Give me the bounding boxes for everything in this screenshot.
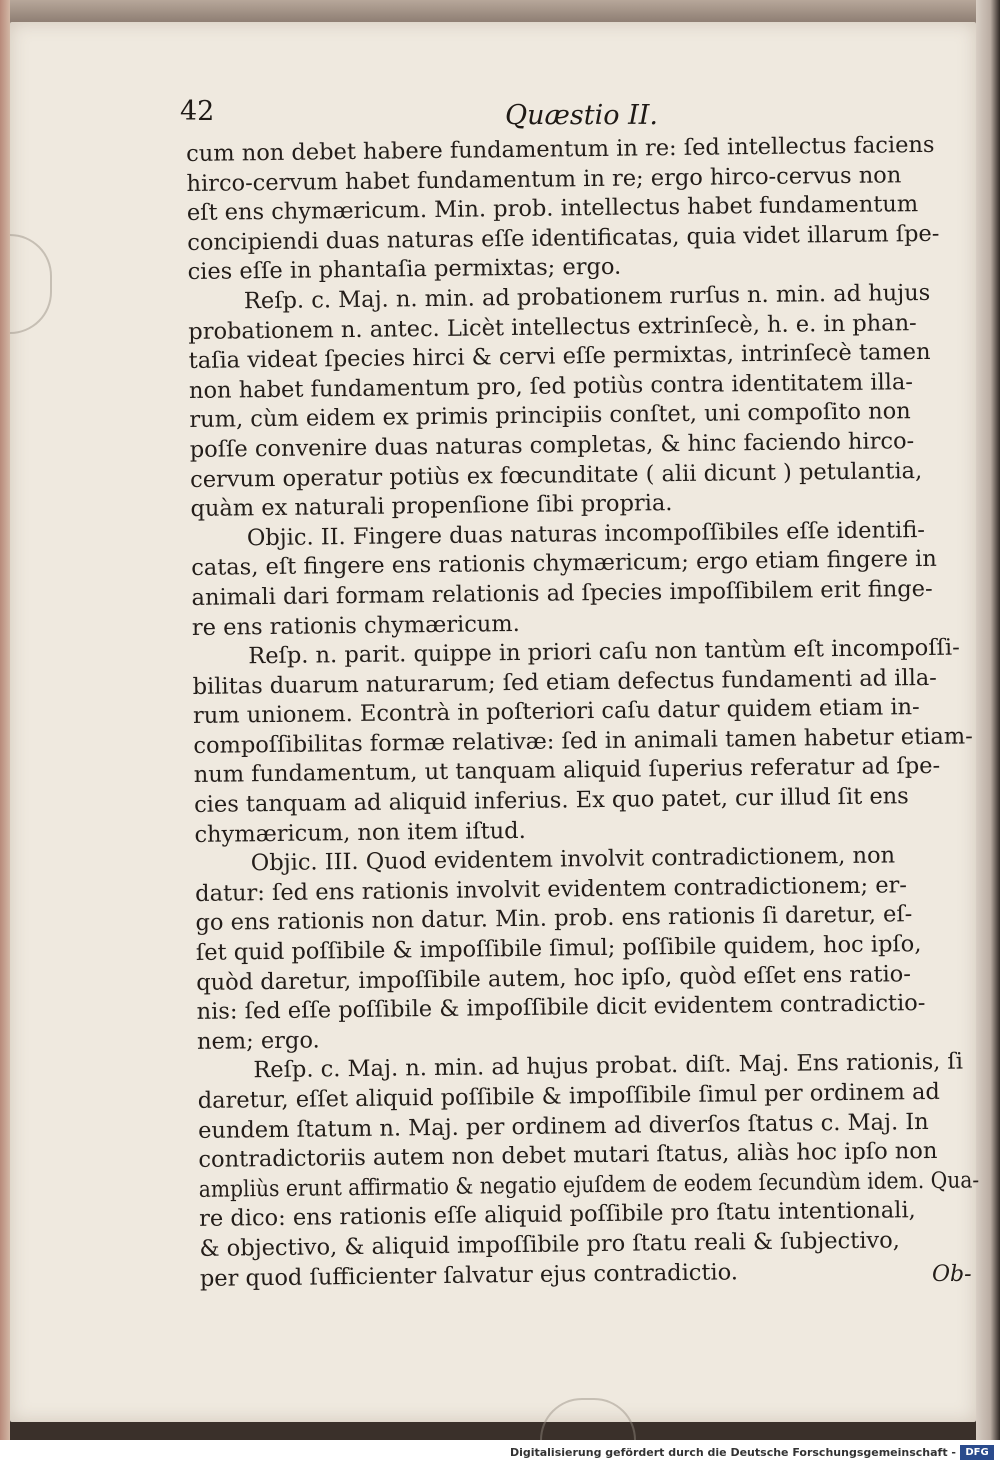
text-line: nis: ſed eſſe poſſibile & impoſſibile dicit evidentem contradictio- — [196, 990, 926, 1026]
text-line: taſia videat ſpecies hirci & cervi eſſe permixtas, intrinſecè tamen — [188, 339, 931, 375]
text-line: probationem n. antec. Licèt intellectus extrinſecè, h. e. in phan- — [188, 309, 917, 345]
book-left-edge — [0, 0, 10, 1440]
text-line: Reſp. c. Maj. n. min. ad hujus probat. diſt. Maj. Ens rationis, ſi — [253, 1048, 964, 1084]
running-head: Quæstio II. — [505, 100, 658, 131]
page-clip-mark-bottom — [540, 1398, 636, 1440]
text-line: contradictoriis autem non debet mutari ſtatus, aliàs hoc ipſo non — [198, 1138, 938, 1174]
text-line: cies eſſe in phantaſia permixtas; ergo. — [187, 254, 622, 286]
text-line: quàm ex naturali propenſione ſibi propria. — [190, 490, 673, 523]
text-line: bilitas duarum naturarum; ſed etiam defectus fundamenti ad illa- — [192, 664, 937, 700]
text-line: daretur, eſſet aliquid poſſibile & impoſſibile ſimul per ordinem ad — [197, 1078, 940, 1114]
text-line: nem; ergo. — [196, 1027, 320, 1055]
page-clip-mark-left — [10, 234, 52, 334]
text-line: rum unionem. Econtrà in poſteriori caſu datur quidem etiam in- — [192, 694, 920, 730]
catchword: Ob- — [932, 1262, 972, 1287]
text-line: quòd daretur, impoſſibile autem, hoc ipſo, quòd eſſet ens ratio- — [196, 960, 912, 996]
footer-bar — [0, 1440, 1000, 1467]
book-top-edge — [0, 0, 1000, 24]
text-line: cervum operatur potiùs ex fœcunditate ( alii dicunt ) petulantia, — [189, 457, 923, 493]
text-line: Reſp. c. Maj. n. min. ad probationem rurſus n. min. ad hujus — [243, 279, 931, 315]
text-line: ſet quid poſſibile & impoſſibile ſimul; poſſibile quidem, hoc ipſo, — [195, 931, 922, 966]
funding-note: Digitalisierung gefördert durch die Deutsche Forschungsgemeinschaft - — [509, 1446, 956, 1459]
text-line: hirco-cervum habet fundamentum in re; ergo hirco-cervus non — [186, 161, 902, 197]
text-line: Objic. III. Quod evidentem involvit contradictionem, non — [250, 842, 896, 877]
text-line: & objectivo, & aliquid impoſſibile pro ſtatu reali & ſubjectivo, — [199, 1227, 901, 1262]
text-line: go ens rationis non datur. Min. prob. ens rationis ſi daretur, eſ- — [195, 901, 913, 937]
page-number: 42 — [180, 96, 215, 127]
text-line: eſt ens chymæricum. Min. prob. intellectus habet fundamentum — [186, 191, 919, 227]
text-line: animali dari formam relationis ad ſpecies impoſſibilem erit finge- — [191, 575, 933, 611]
text-line: cum non debet habere fundamentum in re: ſed intellectus faciens — [186, 131, 935, 167]
text-line: catas, eſt fingere ens rationis chymæricum; ergo etiam fingere in — [191, 546, 937, 582]
text-line: Objic. II. Fingere duas naturas incompoſſibiles eſſe identifi- — [246, 516, 926, 552]
dfg-logo-icon: DFG — [960, 1445, 994, 1460]
text-line: rum, cùm eidem ex primis principiis conſtet, uni compoſito non — [189, 398, 911, 434]
text-line: datur: ſed ens rationis involvit evidentem contradictionem; er- — [195, 872, 908, 907]
text-line: cies tanquam ad aliquid inferius. Ex quo patet, cur illud ſit ens — [193, 783, 909, 819]
text-line: per quod ſufficienter ſalvatur ejus contradictio. — [199, 1258, 739, 1292]
body-text — [186, 130, 980, 1294]
text-line: ampliùs erunt affirmatio & negatio ejuſdem de eodem ſecundùm idem. Qua- — [198, 1167, 980, 1203]
text-line: num fundamentum, ut tanquam aliquid ſuperius referatur ad ſpe- — [193, 753, 941, 789]
text-line: re dico: ens rationis eſſe aliquid poſſibile pro ſtatu intentionali, — [199, 1197, 916, 1233]
text-line: non habet fundamentum pro, ſed potiùs contra identitatem illa- — [188, 368, 914, 404]
text-line: chymæricum, non item iſtud. — [194, 817, 526, 848]
book-right-edge — [976, 0, 1000, 1440]
text-line: eundem ſtatum n. Maj. per ordinem ad diverſos ſtatus c. Maj. In — [197, 1108, 929, 1144]
text-line: re ens rationis chymæricum. — [191, 610, 520, 641]
text-line: Reſp. n. parit. quippe in priori caſu non tantùm eſt incompoſſi- — [248, 634, 960, 670]
text-line: concipiendi duas naturas eſſe identificatas, quia videt illarum ſpe- — [187, 220, 940, 256]
text-line: compoſſibilitas formæ relativæ: ſed in animali tamen habetur etiam- — [193, 723, 973, 759]
text-line: poſſe convenire duas naturas completas, & hinc faciendo hirco- — [189, 428, 915, 463]
